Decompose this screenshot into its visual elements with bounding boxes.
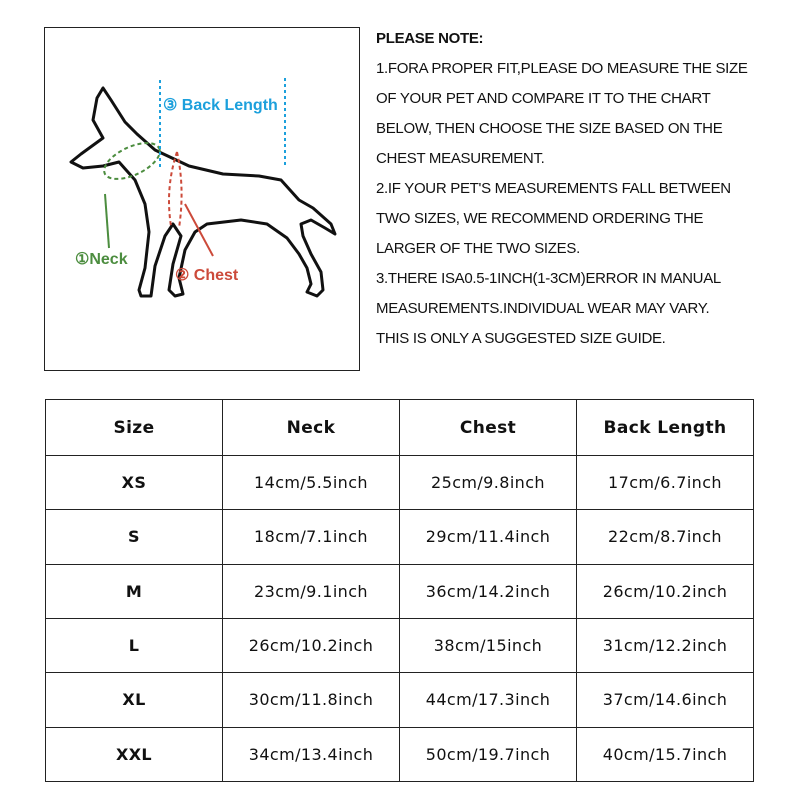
chest-label: ② Chest xyxy=(175,267,239,284)
neck-label: ①Neck xyxy=(75,251,128,268)
table-header-row xyxy=(46,400,754,456)
note-line: LARGER OF THE TWO SIZES. xyxy=(376,240,580,257)
neck-cell: 26cm/10.2inch xyxy=(223,618,400,672)
chest-cell: 29cm/11.4inch xyxy=(400,510,577,564)
measurement-diagram xyxy=(44,27,360,371)
back-length-label: ③ Back Length xyxy=(163,97,278,114)
table-row xyxy=(46,618,754,672)
size-cell: L xyxy=(46,618,223,672)
table-row xyxy=(46,510,754,564)
table-row xyxy=(46,564,754,618)
back-length-cell: 37cm/14.6inch xyxy=(577,673,754,727)
header-back-length: Back Length xyxy=(577,400,754,456)
chest-cell: 25cm/9.8inch xyxy=(400,456,577,510)
chest-cell: 50cm/19.7inch xyxy=(400,727,577,781)
neck-pointer-line xyxy=(105,194,109,248)
size-cell: XL xyxy=(46,673,223,727)
table-row xyxy=(46,727,754,781)
chest-pointer-line xyxy=(185,204,213,256)
header-chest: Chest xyxy=(400,400,577,456)
size-chart-table xyxy=(45,399,754,782)
neck-cell: 18cm/7.1inch xyxy=(223,510,400,564)
note-line: BELOW, THEN CHOOSE THE SIZE BASED ON THE xyxy=(376,120,723,137)
size-cell: M xyxy=(46,564,223,618)
note-line: THIS IS ONLY A SUGGESTED SIZE GUIDE. xyxy=(376,330,666,347)
note-line: CHEST MEASUREMENT. xyxy=(376,150,545,167)
back-length-cell: 31cm/12.2inch xyxy=(577,618,754,672)
note-line: OF YOUR PET AND COMPARE IT TO THE CHART xyxy=(376,90,711,107)
size-cell: XXL xyxy=(46,727,223,781)
back-length-cell: 26cm/10.2inch xyxy=(577,564,754,618)
note-line: 3.THERE ISA0.5-1INCH(1-3CM)ERROR IN MANUAL xyxy=(376,270,721,287)
note-line: TWO SIZES, WE RECOMMEND ORDERING THE xyxy=(376,210,704,227)
dog-diagram-svg xyxy=(45,28,361,372)
note-line: 1.FORA PROPER FIT,PLEASE DO MEASURE THE SIZE xyxy=(376,60,748,77)
table-row xyxy=(46,673,754,727)
chest-cell: 44cm/17.3inch xyxy=(400,673,577,727)
chest-cell: 38cm/15inch xyxy=(400,618,577,672)
chest-measure-loop xyxy=(169,152,182,228)
table-row xyxy=(46,456,754,510)
back-length-cell: 22cm/8.7inch xyxy=(577,510,754,564)
neck-cell: 30cm/11.8inch xyxy=(223,673,400,727)
header-neck: Neck xyxy=(223,400,400,456)
size-cell: S xyxy=(46,510,223,564)
neck-cell: 23cm/9.1inch xyxy=(223,564,400,618)
chest-cell: 36cm/14.2inch xyxy=(400,564,577,618)
back-length-cell: 17cm/6.7inch xyxy=(577,456,754,510)
note-line: MEASUREMENTS.INDIVIDUAL WEAR MAY VARY. xyxy=(376,300,710,317)
note-title: PLEASE NOTE: xyxy=(376,30,484,47)
size-cell: XS xyxy=(46,456,223,510)
back-length-cell: 40cm/15.7inch xyxy=(577,727,754,781)
neck-cell: 14cm/5.5inch xyxy=(223,456,400,510)
size-note xyxy=(376,24,786,354)
header-size: Size xyxy=(46,400,223,456)
neck-cell: 34cm/13.4inch xyxy=(223,727,400,781)
note-line: 2.IF YOUR PET'S MEASUREMENTS FALL BETWEEN xyxy=(376,180,731,197)
